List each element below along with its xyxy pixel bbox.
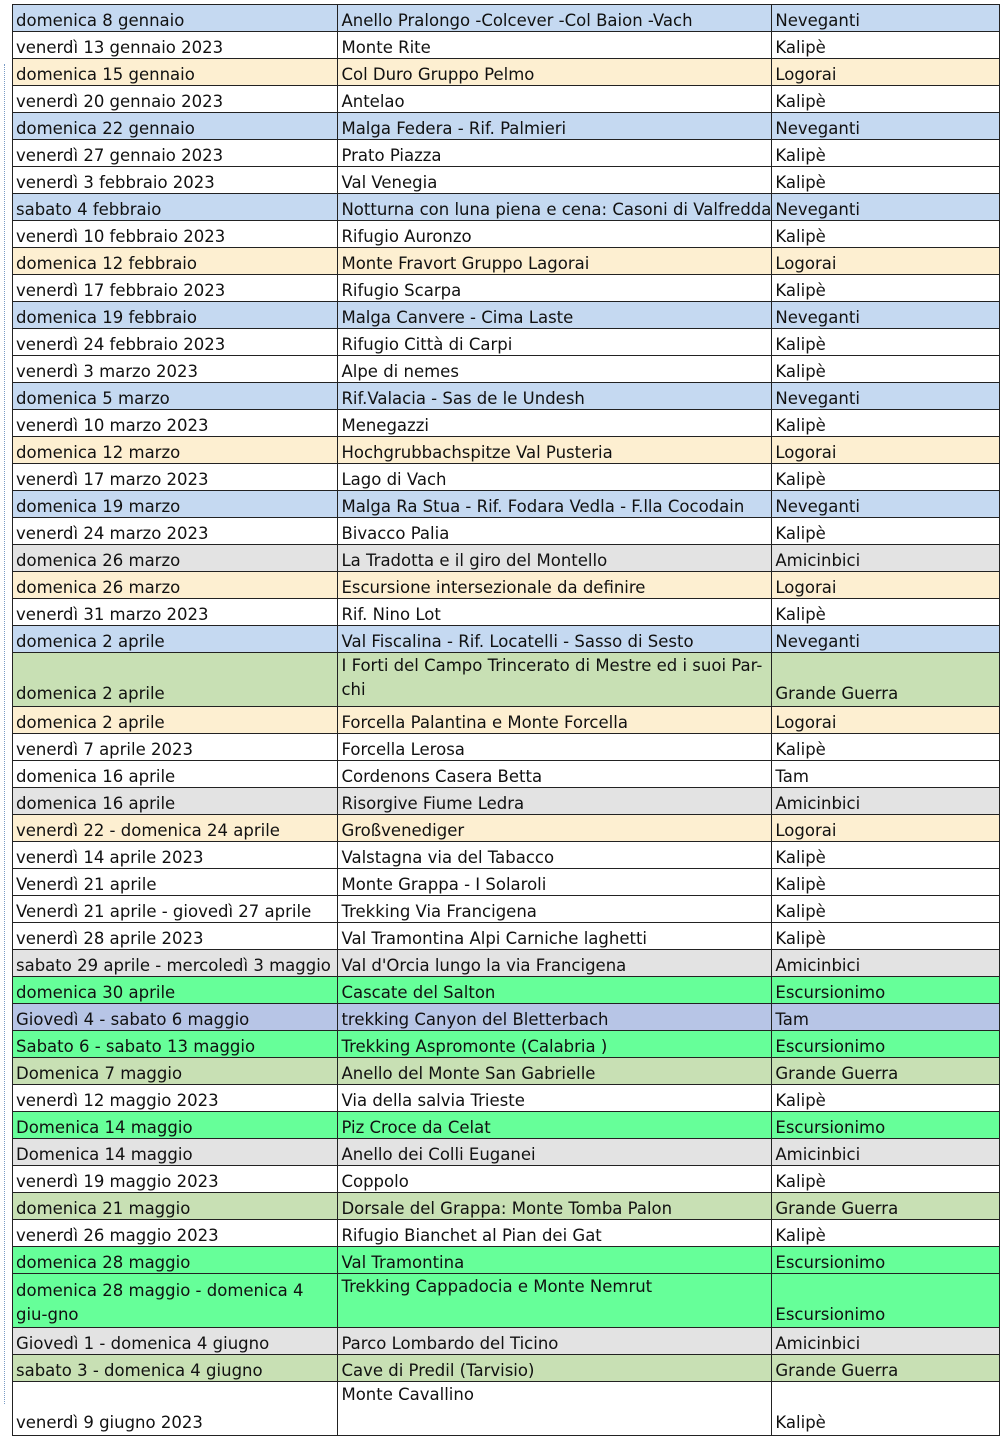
destination-cell: Rif. Nino Lot (338, 599, 772, 626)
destination-cell: Rifugio Città di Carpi (338, 329, 772, 356)
group-cell: Kalipè (772, 923, 1000, 950)
group-cell: Neveganti (772, 491, 1000, 518)
group-cell: Tam (772, 761, 1000, 788)
destination-cell: Lago di Vach (338, 464, 772, 491)
table-row (13, 626, 1000, 653)
group-cell: Logorai (772, 572, 1000, 599)
table-row (13, 653, 1000, 707)
group-cell: Logorai (772, 248, 1000, 275)
schedule-body (13, 5, 1000, 1436)
destination-cell: Val Tramontina Alpi Carniche laghetti (338, 923, 772, 950)
destination-cell: Cordenons Casera Betta (338, 761, 772, 788)
date-cell: domenica 5 marzo (13, 383, 338, 410)
date-cell: venerdì 31 marzo 2023 (13, 599, 338, 626)
table-row (13, 491, 1000, 518)
date-cell: domenica 12 febbraio (13, 248, 338, 275)
table-row (13, 707, 1000, 734)
table-row (13, 1193, 1000, 1220)
destination-cell: Rif.Valacia - Sas de le Undesh (338, 383, 772, 410)
group-cell: Escursionimo (772, 1031, 1000, 1058)
table-row (13, 410, 1000, 437)
group-cell: Kalipè (772, 140, 1000, 167)
group-cell: Grande Guerra (772, 1193, 1000, 1220)
group-cell: Neveganti (772, 5, 1000, 32)
date-cell: Domenica 7 maggio (13, 1058, 338, 1085)
date-cell: domenica 2 aprile (13, 707, 338, 734)
destination-cell: Val Tramontina (338, 1247, 772, 1274)
group-cell: Escursionimo (772, 1112, 1000, 1139)
date-cell: venerdì 27 gennaio 2023 (13, 140, 338, 167)
date-cell: domenica 16 aprile (13, 761, 338, 788)
table-row (13, 1247, 1000, 1274)
destination-cell: Coppolo (338, 1166, 772, 1193)
group-cell: Amicinbici (772, 545, 1000, 572)
excursion-schedule-table (12, 4, 1000, 1436)
group-cell: Grande Guerra (772, 1058, 1000, 1085)
table-row (13, 896, 1000, 923)
destination-cell: Anello Pralongo -Colcever -Col Baion -Vach (338, 5, 772, 32)
destination-cell: Notturna con luna piena e cena: Casoni di Valfredda (338, 194, 772, 221)
date-cell: Venerdì 21 aprile - giovedì 27 aprile (13, 896, 338, 923)
destination-cell: Rifugio Bianchet al Pian dei Gat (338, 1220, 772, 1247)
destination-cell: Piz Croce da Celat (338, 1112, 772, 1139)
group-cell: Grande Guerra (772, 1355, 1000, 1382)
destination-cell: Monte Grappa - I Solaroli (338, 869, 772, 896)
date-cell: venerdì 10 marzo 2023 (13, 410, 338, 437)
destination-cell: Antelao (338, 86, 772, 113)
table-row (13, 1085, 1000, 1112)
table-row (13, 1031, 1000, 1058)
destination-cell: Bivacco Palia (338, 518, 772, 545)
table-row (13, 113, 1000, 140)
table-row (13, 1328, 1000, 1355)
destination-cell: Parco Lombardo del Ticino (338, 1328, 772, 1355)
table-row (13, 59, 1000, 86)
date-cell: Venerdì 21 aprile (13, 869, 338, 896)
date-cell: venerdì 3 febbraio 2023 (13, 167, 338, 194)
group-cell: Neveganti (772, 626, 1000, 653)
table-row (13, 329, 1000, 356)
date-cell: domenica 21 maggio (13, 1193, 338, 1220)
destination-cell: Val Fiscalina - Rif. Locatelli - Sasso di Sesto (338, 626, 772, 653)
date-cell: venerdì 19 maggio 2023 (13, 1166, 338, 1193)
date-cell: venerdì 26 maggio 2023 (13, 1220, 338, 1247)
group-cell: Kalipè (772, 410, 1000, 437)
date-cell: venerdì 3 marzo 2023 (13, 356, 338, 383)
destination-cell: I Forti del Campo Trincerato di Mestre ed i suoi Par-chi (338, 653, 772, 707)
date-cell: venerdì 14 aprile 2023 (13, 842, 338, 869)
group-cell: Kalipè (772, 1382, 1000, 1436)
group-cell: Logorai (772, 707, 1000, 734)
group-cell: Amicinbici (772, 788, 1000, 815)
destination-cell: Trekking Aspromonte (Calabria ) (338, 1031, 772, 1058)
table-row (13, 923, 1000, 950)
table-row (13, 545, 1000, 572)
table-row (13, 437, 1000, 464)
destination-cell: Trekking Cappadocia e Monte Nemrut (338, 1274, 772, 1328)
date-cell: venerdì 9 giugno 2023 (13, 1382, 338, 1436)
table-row (13, 1166, 1000, 1193)
table-row (13, 302, 1000, 329)
group-cell: Neveganti (772, 383, 1000, 410)
table-row (13, 167, 1000, 194)
table-row (13, 356, 1000, 383)
table-row (13, 1004, 1000, 1031)
table-row (13, 518, 1000, 545)
destination-cell: Menegazzi (338, 410, 772, 437)
group-cell: Kalipè (772, 221, 1000, 248)
table-row (13, 761, 1000, 788)
date-cell: domenica 28 maggio - domenica 4 giu-gno (13, 1274, 338, 1328)
group-cell: Kalipè (772, 842, 1000, 869)
table-row (13, 572, 1000, 599)
destination-cell: Via della salvia Trieste (338, 1085, 772, 1112)
date-cell: domenica 28 maggio (13, 1247, 338, 1274)
table-row (13, 599, 1000, 626)
date-cell: venerdì 20 gennaio 2023 (13, 86, 338, 113)
table-row (13, 5, 1000, 32)
group-cell: Escursionimo (772, 1274, 1000, 1328)
destination-cell: Forcella Lerosa (338, 734, 772, 761)
destination-cell: Col Duro Gruppo Pelmo (338, 59, 772, 86)
table-row (13, 977, 1000, 1004)
date-cell: venerdì 12 maggio 2023 (13, 1085, 338, 1112)
destination-cell: trekking Canyon del Bletterbach (338, 1004, 772, 1031)
date-cell: venerdì 13 gennaio 2023 (13, 32, 338, 59)
table-row (13, 140, 1000, 167)
group-cell: Neveganti (772, 302, 1000, 329)
group-cell: Kalipè (772, 1220, 1000, 1247)
table-row (13, 86, 1000, 113)
group-cell: Tam (772, 1004, 1000, 1031)
group-cell: Kalipè (772, 518, 1000, 545)
destination-cell: Escursione intersezionale da definire (338, 572, 772, 599)
destination-cell: Rifugio Scarpa (338, 275, 772, 302)
group-cell: Amicinbici (772, 1328, 1000, 1355)
group-cell: Amicinbici (772, 950, 1000, 977)
destination-cell: Val Venegia (338, 167, 772, 194)
destination-cell: Monte Rite (338, 32, 772, 59)
date-cell: sabato 4 febbraio (13, 194, 338, 221)
table-row (13, 869, 1000, 896)
date-cell: Giovedì 1 - domenica 4 giugno (13, 1328, 338, 1355)
date-cell: domenica 19 febbraio (13, 302, 338, 329)
destination-cell: Val d'Orcia lungo la via Francigena (338, 950, 772, 977)
destination-cell: Risorgive Fiume Ledra (338, 788, 772, 815)
group-cell: Kalipè (772, 86, 1000, 113)
destination-cell: Monte Fravort Gruppo Lagorai (338, 248, 772, 275)
destination-cell: Prato Piazza (338, 140, 772, 167)
date-cell: Domenica 14 maggio (13, 1139, 338, 1166)
group-cell: Escursionimo (772, 977, 1000, 1004)
destination-cell: Monte Cavallino (338, 1382, 772, 1436)
table-row (13, 383, 1000, 410)
date-cell: domenica 2 aprile (13, 626, 338, 653)
group-cell: Kalipè (772, 1085, 1000, 1112)
date-cell: domenica 26 marzo (13, 572, 338, 599)
date-cell: domenica 30 aprile (13, 977, 338, 1004)
date-cell: domenica 2 aprile (13, 653, 338, 707)
table-row (13, 788, 1000, 815)
date-cell: venerdì 17 marzo 2023 (13, 464, 338, 491)
destination-cell: Anello dei Colli Euganei (338, 1139, 772, 1166)
date-cell: domenica 26 marzo (13, 545, 338, 572)
date-cell: Sabato 6 - sabato 13 maggio (13, 1031, 338, 1058)
table-row (13, 1382, 1000, 1436)
table-row (13, 842, 1000, 869)
destination-cell: Dorsale del Grappa: Monte Tomba Palon (338, 1193, 772, 1220)
destination-cell: Anello del Monte San Gabrielle (338, 1058, 772, 1085)
table-row (13, 1274, 1000, 1328)
group-cell: Amicinbici (772, 1139, 1000, 1166)
table-row (13, 1139, 1000, 1166)
destination-cell: Malga Federa - Rif. Palmieri (338, 113, 772, 140)
table-row (13, 1220, 1000, 1247)
group-cell: Logorai (772, 59, 1000, 86)
table-row (13, 1058, 1000, 1085)
destination-cell: Cave di Predil (Tarvisio) (338, 1355, 772, 1382)
group-cell: Logorai (772, 437, 1000, 464)
table-row (13, 248, 1000, 275)
group-cell: Neveganti (772, 194, 1000, 221)
date-cell: venerdì 24 febbraio 2023 (13, 329, 338, 356)
table-row (13, 32, 1000, 59)
date-cell: domenica 22 gennaio (13, 113, 338, 140)
date-cell: Domenica 14 maggio (13, 1112, 338, 1139)
destination-cell: Trekking Via Francigena (338, 896, 772, 923)
group-cell: Kalipè (772, 329, 1000, 356)
group-cell: Logorai (772, 815, 1000, 842)
date-cell: domenica 8 gennaio (13, 5, 338, 32)
table-row (13, 1112, 1000, 1139)
date-cell: domenica 19 marzo (13, 491, 338, 518)
table-row (13, 815, 1000, 842)
destination-cell: Rifugio Auronzo (338, 221, 772, 248)
group-cell: Kalipè (772, 599, 1000, 626)
date-cell: domenica 12 marzo (13, 437, 338, 464)
group-cell: Neveganti (772, 113, 1000, 140)
destination-cell: Malga Ra Stua - Rif. Fodara Vedla - F.lla Cocodain (338, 491, 772, 518)
table-row (13, 275, 1000, 302)
date-cell: domenica 15 gennaio (13, 59, 338, 86)
date-cell: sabato 3 - domenica 4 giugno (13, 1355, 338, 1382)
table-row (13, 734, 1000, 761)
page-margin-marker (4, 64, 5, 1404)
group-cell: Grande Guerra (772, 653, 1000, 707)
group-cell: Kalipè (772, 32, 1000, 59)
group-cell: Escursionimo (772, 1247, 1000, 1274)
table-row (13, 1355, 1000, 1382)
date-cell: Giovedì 4 - sabato 6 maggio (13, 1004, 338, 1031)
table-row (13, 221, 1000, 248)
group-cell: Kalipè (772, 275, 1000, 302)
date-cell: venerdì 17 febbraio 2023 (13, 275, 338, 302)
date-cell: venerdì 28 aprile 2023 (13, 923, 338, 950)
destination-cell: Cascate del Salton (338, 977, 772, 1004)
date-cell: venerdì 10 febbraio 2023 (13, 221, 338, 248)
date-cell: domenica 16 aprile (13, 788, 338, 815)
destination-cell: Hochgrubbachspitze Val Pusteria (338, 437, 772, 464)
group-cell: Kalipè (772, 734, 1000, 761)
table-row (13, 464, 1000, 491)
date-cell: sabato 29 aprile - mercoledì 3 maggio (13, 950, 338, 977)
destination-cell: Valstagna via del Tabacco (338, 842, 772, 869)
destination-cell: Alpe di nemes (338, 356, 772, 383)
destination-cell: Malga Canvere - Cima Laste (338, 302, 772, 329)
group-cell: Kalipè (772, 464, 1000, 491)
date-cell: venerdì 24 marzo 2023 (13, 518, 338, 545)
date-cell: venerdì 22 - domenica 24 aprile (13, 815, 338, 842)
group-cell: Kalipè (772, 1166, 1000, 1193)
destination-cell: La Tradotta e il giro del Montello (338, 545, 772, 572)
destination-cell: Großvenediger (338, 815, 772, 842)
group-cell: Kalipè (772, 869, 1000, 896)
date-cell: venerdì 7 aprile 2023 (13, 734, 338, 761)
destination-cell: Forcella Palantina e Monte Forcella (338, 707, 772, 734)
group-cell: Kalipè (772, 356, 1000, 383)
table-row (13, 950, 1000, 977)
group-cell: Kalipè (772, 896, 1000, 923)
table-row (13, 194, 1000, 221)
group-cell: Kalipè (772, 167, 1000, 194)
